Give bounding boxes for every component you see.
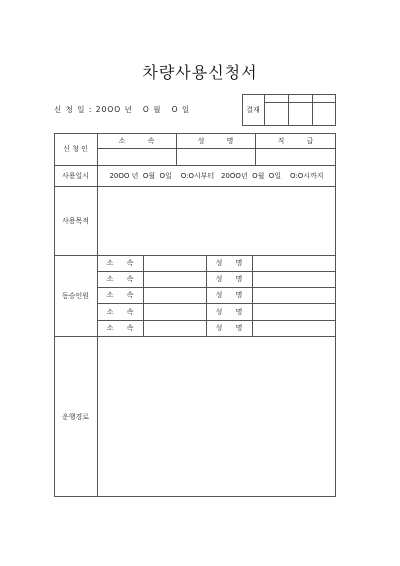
companion-name-field[interactable] [252, 271, 336, 287]
companion-affiliation-label: 소 속 [106, 259, 134, 267]
companions-label: 동승인원 [61, 291, 90, 300]
companion-affiliation-label: 소 속 [106, 307, 134, 316]
applicant-name-field[interactable] [176, 148, 255, 165]
companion-affiliation-label: 소 속 [106, 324, 134, 332]
companion-affiliation-field[interactable] [143, 287, 206, 303]
companion-affiliation-field[interactable] [143, 271, 206, 287]
companion-name-label: 성 명 [215, 275, 243, 283]
route-label: 운행경로 [61, 412, 90, 421]
companion-name-field[interactable] [252, 287, 336, 303]
companion-affiliation-field[interactable] [143, 255, 206, 271]
approval-signature-field[interactable] [288, 102, 312, 126]
applicant-affiliation-header: 소 속 [118, 136, 155, 145]
companion-affiliation-field[interactable] [143, 320, 206, 336]
companion-name-label: 성 명 [215, 324, 243, 332]
companion-name-label: 성 명 [215, 307, 243, 316]
companion-affiliation-label: 소 속 [106, 291, 134, 299]
purpose-label: 사용목적 [61, 216, 90, 225]
companion-name-field[interactable] [252, 303, 336, 320]
companion-name-field[interactable] [252, 320, 336, 336]
approval-signature-field[interactable] [264, 102, 288, 126]
document-title: 차량사용신청서 [142, 63, 258, 82]
companion-name-label: 성 명 [215, 291, 243, 299]
applicant-position-field[interactable] [255, 148, 336, 165]
usage-datetime-value[interactable]: 20OO 년 O월 O일 O:O시부터 20OO년 O월 O일 O:O시까지 [109, 171, 324, 180]
applicant-position-header: 직 급 [277, 136, 314, 145]
applicant-label: 신 청 인 [63, 145, 88, 153]
purpose-field[interactable] [97, 186, 336, 255]
usage-datetime-label: 사용일시 [61, 171, 90, 180]
applicant-name-header: 성 명 [197, 136, 234, 145]
companion-name-field[interactable] [252, 255, 336, 271]
applicant-affiliation-field[interactable] [97, 148, 176, 165]
approval-label: 결재 [246, 106, 260, 114]
approval-signature-field[interactable] [312, 102, 336, 126]
companion-name-label: 성 명 [215, 259, 243, 267]
companion-affiliation-label: 소 속 [106, 275, 134, 283]
companion-affiliation-field[interactable] [143, 303, 206, 320]
route-field[interactable] [97, 336, 336, 497]
application-date: 신 청 일 : 20OO 년 O 월 O 일 [54, 105, 191, 114]
